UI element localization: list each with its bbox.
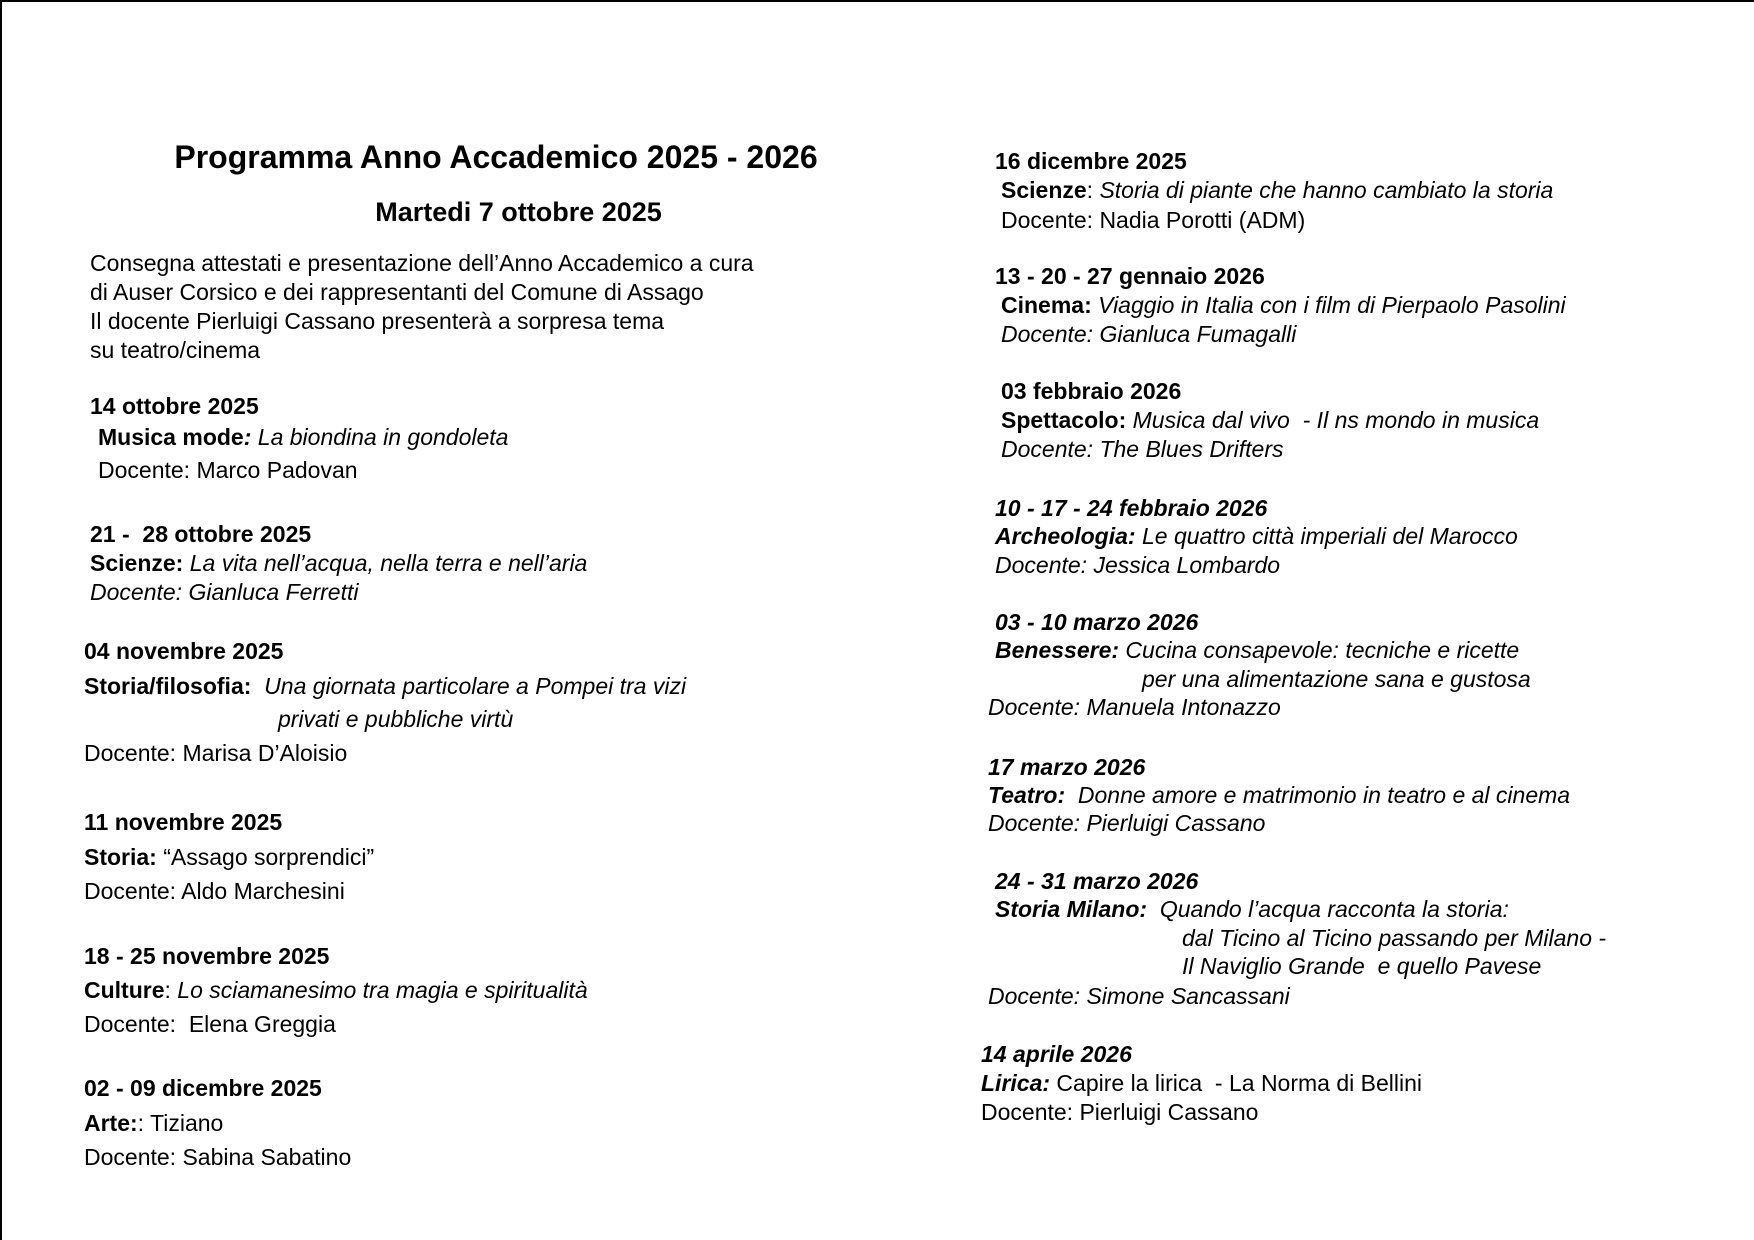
entry-subject-line xyxy=(1001,409,1539,432)
entry-teacher: Docente: Simone Sancassani xyxy=(988,983,1290,1009)
entry-teacher: Docente: Manuela Intonazzo xyxy=(988,694,1281,720)
entry-teacher: Docente: Aldo Marchesini xyxy=(84,878,345,904)
entry-separator: : xyxy=(1086,177,1100,203)
entry-subject-line xyxy=(995,525,1518,548)
entry-teacher: Docente: Pierluigi Cassano xyxy=(981,1099,1259,1125)
entry-subject-line xyxy=(1001,179,1553,202)
entry-subject: Spettacolo: xyxy=(1001,407,1127,433)
entry-date: 10 - 17 - 24 febbraio 2026 xyxy=(995,495,1268,521)
entry-topic-continued: Il Naviglio Grande e quello Pavese xyxy=(1182,953,1542,979)
entry-subject: Scienze xyxy=(1001,177,1087,203)
entry-date: 14 ottobre 2025 xyxy=(90,393,259,419)
entry-teacher: Docente: Marisa D’Aloisio xyxy=(84,740,348,766)
entry-subject-line xyxy=(1001,294,1566,317)
entry-date: 04 novembre 2025 xyxy=(84,638,284,664)
entry-subject-line xyxy=(84,675,686,698)
page-title: Programma Anno Accademico 2025 - 2026 xyxy=(174,139,818,175)
entry-date: 11 novembre 2025 xyxy=(84,809,283,835)
intro-line: Consegna attestati e presentazione dell’Anno Accademico a cura xyxy=(90,250,754,276)
entry-subject: Teatro: xyxy=(988,782,1066,808)
intro-line: su teatro/cinema xyxy=(90,337,261,363)
entry-topic: Capire la lirica - La Norma di Bellini xyxy=(1056,1070,1422,1096)
entry-subject: Benessere: xyxy=(995,637,1120,663)
entry-subject-line xyxy=(981,1072,1422,1095)
entry-subject: Musica mode xyxy=(98,424,244,450)
entry-separator: : xyxy=(164,977,178,1003)
entry-topic: Cucina consapevole: tecniche e ricette xyxy=(1125,637,1520,663)
entry-topic: Donne amore e matrimonio in teatro e al cinema xyxy=(1077,782,1571,808)
entry-date: 02 - 09 dicembre 2025 xyxy=(84,1075,322,1101)
entry-topic: Tiziano xyxy=(150,1110,224,1136)
entry-topic-continued: privati e pubbliche virtù xyxy=(278,706,514,732)
entry-separator: : xyxy=(243,424,258,450)
entry-subject: Storia Milano: xyxy=(995,896,1148,922)
entry-separator: : xyxy=(137,1110,151,1136)
entry-subject: Storia: xyxy=(84,844,157,870)
entry-topic-continued: dal Ticino al Ticino passando per Milano - xyxy=(1182,925,1607,951)
entry-topic: Viaggio in Italia con i film di Pierpaolo Pasolini xyxy=(1098,292,1566,318)
entry-subject-line xyxy=(995,898,1509,921)
entry-subject: Archeologia: xyxy=(995,523,1136,549)
entry-date: 03 febbraio 2026 xyxy=(1001,378,1182,404)
entry-subject-line xyxy=(84,979,588,1002)
entry-teacher: Docente: The Blues Drifters xyxy=(1001,436,1284,462)
entry-topic: Musica dal vivo - Il ns mondo in musica xyxy=(1132,407,1540,433)
entry-subject: Arte: xyxy=(84,1110,138,1136)
entry-topic-continued: per una alimentazione sana e gustosa xyxy=(1142,666,1531,692)
entry-subject: Lirica: xyxy=(981,1070,1051,1096)
entry-date: 13 - 20 - 27 gennaio 2026 xyxy=(995,263,1265,289)
entry-teacher: Docente: Sabina Sabatino xyxy=(84,1144,352,1170)
entry-separator xyxy=(1147,896,1160,922)
entry-topic: Lo sciamanesimo tra magia e spiritualità xyxy=(177,977,588,1003)
entry-date: 21 - 28 ottobre 2025 xyxy=(90,521,312,547)
intro-line: Il docente Pierluigi Cassano presenterà a sorpresa tema xyxy=(90,308,665,334)
entry-subject-line xyxy=(84,846,374,869)
page-subtitle: Martedi 7 ottobre 2025 xyxy=(375,197,662,227)
entry-subject: Scienze: xyxy=(90,550,184,576)
entry-separator xyxy=(1065,782,1078,808)
entry-date: 14 aprile 2026 xyxy=(981,1041,1132,1067)
entry-topic: La biondina in gondoleta xyxy=(257,424,509,450)
entry-topic: Una giornata particolare a Pompei tra vizi xyxy=(264,673,687,699)
entry-subject-line xyxy=(84,1112,223,1135)
entry-topic: Quando l’acqua racconta la storia: xyxy=(1159,896,1509,922)
entry-teacher: Docente: Jessica Lombardo xyxy=(995,552,1281,578)
entry-teacher: Docente: Elena Greggia xyxy=(84,1011,336,1037)
entry-teacher: Docente: Nadia Porotti (ADM) xyxy=(1001,207,1306,233)
entry-date: 24 - 31 marzo 2026 xyxy=(995,868,1199,894)
entry-subject: Storia/filosofia: xyxy=(84,673,252,699)
entry-subject-line xyxy=(988,784,1570,807)
entry-separator xyxy=(251,673,264,699)
entry-topic: Le quattro città imperiali del Marocco xyxy=(1141,523,1518,549)
entry-topic: Storia di piante che hanno cambiato la storia xyxy=(1099,177,1554,203)
entry-date: 16 dicembre 2025 xyxy=(995,148,1187,174)
entry-date: 17 marzo 2026 xyxy=(988,754,1146,780)
entry-subject-line xyxy=(98,426,508,449)
entry-date: 03 - 10 marzo 2026 xyxy=(995,609,1199,635)
entry-teacher: Docente: Marco Padovan xyxy=(98,457,358,483)
entry-teacher: Docente: Pierluigi Cassano xyxy=(988,810,1266,836)
entry-date: 18 - 25 novembre 2025 xyxy=(84,943,330,969)
intro-line: di Auser Corsico e dei rappresentanti del Comune di Assago xyxy=(90,279,704,305)
entry-teacher: Docente: Gianluca Ferretti xyxy=(90,579,359,605)
entry-topic: “Assago sorprendici” xyxy=(163,844,375,870)
entry-subject: Cinema: xyxy=(1001,292,1092,318)
entry-teacher: Docente: Gianluca Fumagalli xyxy=(1001,321,1297,347)
entry-subject-line xyxy=(995,639,1519,662)
entry-subject-line xyxy=(90,552,587,575)
entry-subject: Culture xyxy=(84,977,165,1003)
entry-topic: La vita nell’acqua, nella terra e nell’aria xyxy=(189,550,588,576)
